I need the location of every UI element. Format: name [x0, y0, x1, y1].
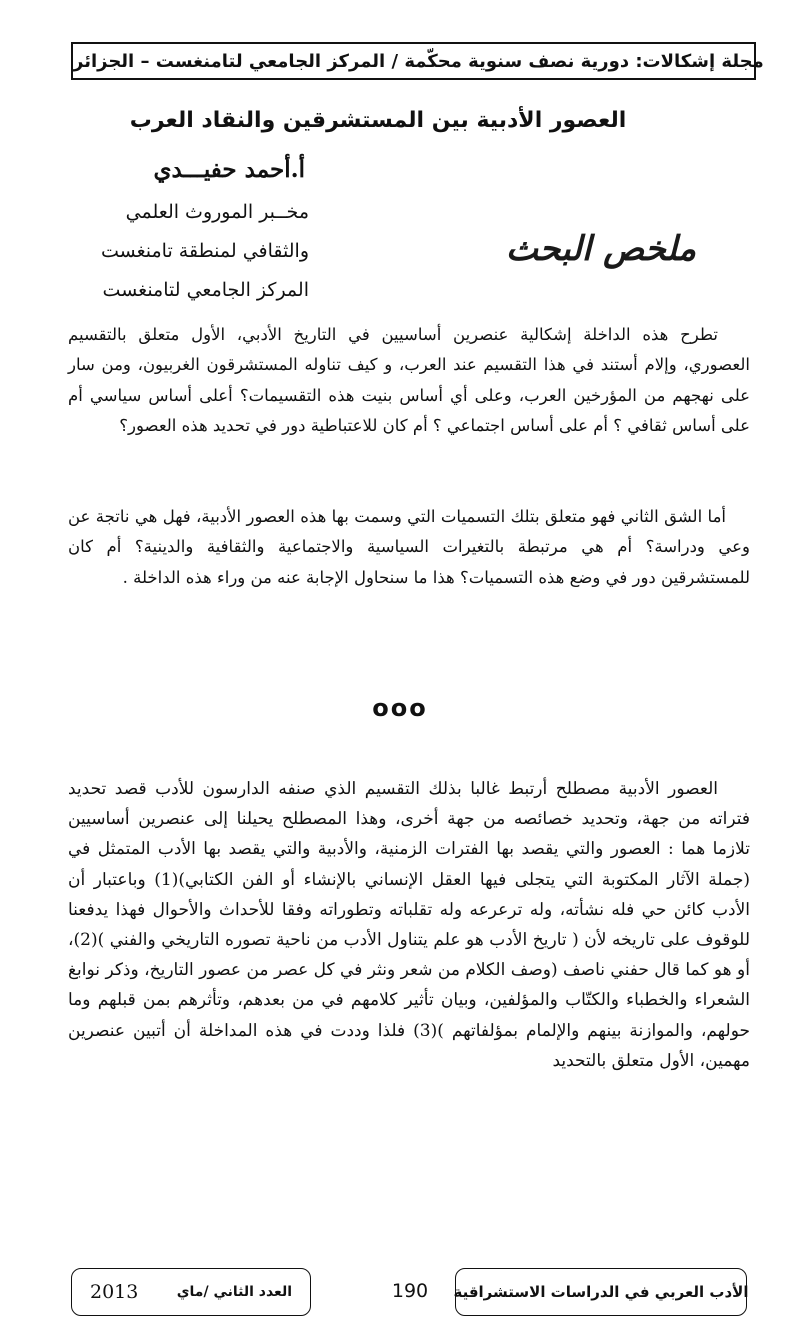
abstract-paragraph: أما الشق الثاني فهو متعلق بتلك التسميات التي وسمت بها هذه العصور الأدبية، فهل هي ناتجة عن وعي ودراسة؟ أم هي مرتبطة بالتغيرات السياسية والاجتماعية والثقافية والدينية؟ أم كان للمستشرقين دور في وضع هذه التسميات؟ هذا ما سنحاول الإجابة عنه من وراء هذه الداخلة . [68, 507, 750, 587]
section-title-box [455, 1268, 747, 1316]
issue-year: 2013 [90, 1281, 139, 1303]
issue-box [71, 1268, 311, 1316]
article-title: العصور الأدبية بين المستشرقين والنقاد العرب [129, 108, 627, 133]
abstract-paragraph: تطرح هذه الداخلة إشكالية عنصرين أساسيين في التاريخ الأدبي، الأول متعلق بالتقسيم العصوري، وإلام أستند في هذا التقسيم عند العرب، و كيف تناوله المستشرقون الغربيون، ومن سار على نهجهم من المؤرخين العرب، وعلى أي أساس بنيت هذه التقسيمات؟ أعلى أساس سياسي أم على أساس ثقافي ؟ أم على أساس اجتماعي ؟ أم كان للاعتباطية دور في تحديد هذه العصور؟ [68, 325, 750, 435]
affiliation-line: والثقافي لمنطقة تامنغست [100, 240, 309, 262]
journal-header-text: مجلة إشكالات: دورية نصف سنوية محكّمة / المركز الجامعي لتامنغست – الجزائر [73, 50, 764, 72]
affiliation-line: مخــبر الموروث العلمي [125, 201, 309, 223]
section-title: الأدب العربي في الدراسات الاستشراقية [453, 1283, 749, 1301]
body-paragraph: العصور الأدبية مصطلح أرتبط غالبا بذلك التقسيم الذي صنفه الدارسون للأدب قصد تحديد فتراته من جهة، وتحديد خصائصه من جهة أخرى، وهذا المصطلح يحيلنا إلى عنصرين أساسيين تلازما هما : العصور والتي يقصد بها الفترات الزمنية، والأدبية والتي يقصد بها الأدب المتمثل في (جملة الآثار المكتوبة التي يتجلى فيها العقل الإنساني بالإنشاء أو الفن الكتابي)(1) وباعتبار أن الأدب كائن حي فله نشأته، وله ترعرعه وله تقلباته وتطوراته وفقا للأحداث والأحوال فهذا يدفعنا للوقوف على تاريخه لأن ( تاريخ الأدب هو علم يتناول الأدب من ناحية تصوره التاريخي والفني )(2)، أو هو كما قال حفني ناصف (وصف الكلام من شعر ونثر في كل عصر من عصور التاريخ، وذكر نوابغ الشعراء والخطباء والكتّاب والمؤلفين، وبيان تأثير كلامهم في من بعدهم، وتأثرهم بمن قبلهم وما حولهم، والموازنة بينهم والإلمام بمؤلفاتهم )(3) فلذا وددت في هذه المداخلة أن أتبين عنصرين مهمين، الأول متعلق بالتحديد [68, 779, 751, 1071]
summary-heading: ملخص البحث [505, 229, 697, 269]
issue-label: العدد الثاني /ماي [176, 1284, 292, 1300]
author-name: أ.أحمد حفيـــدي [153, 156, 305, 183]
section-divider: ooo [372, 694, 428, 722]
page-number: 190 [391, 1280, 429, 1302]
journal-header [71, 42, 764, 80]
affiliation-line: المركز الجامعي لتامنغست [102, 279, 309, 301]
